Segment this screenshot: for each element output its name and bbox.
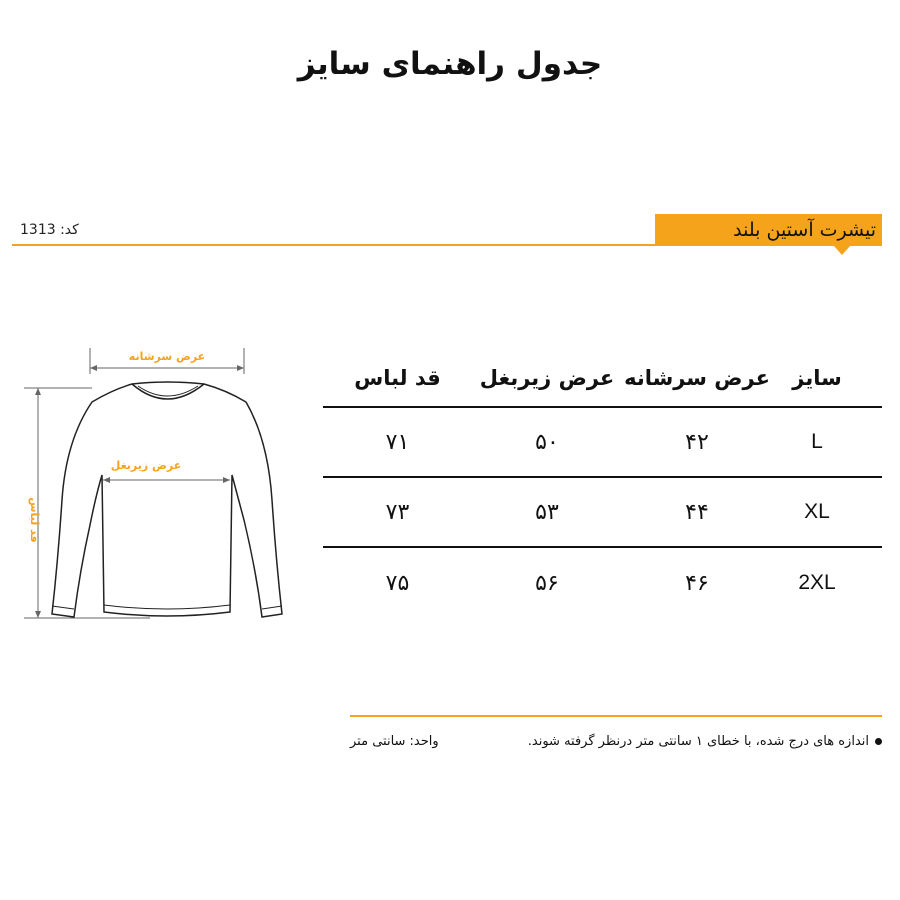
cell-size: L (811, 430, 823, 453)
footer-note (350, 734, 882, 749)
cell-shoulder: ۴۲ (685, 429, 709, 455)
shirt-diagram (0, 330, 310, 630)
header-chest: عرض زیربغل (479, 366, 615, 390)
tab-notch (834, 246, 850, 255)
shoulder-label: عرض سرشانه (128, 350, 206, 363)
tolerance-text: اندازه های درج شده، با خطای ۱ سانتی متر درنظر گرفته شوند. (527, 734, 869, 749)
long-sleeve-shirt-icon (0, 330, 310, 630)
header-divider (12, 244, 657, 246)
cell-chest: ۵۶ (535, 570, 559, 596)
cell-length: ۷۵ (385, 570, 410, 596)
cell-chest: ۵۰ (535, 429, 559, 455)
header-shoulder: عرض سرشانه (624, 366, 770, 390)
size-table (323, 350, 882, 618)
cell-chest: ۵۳ (535, 499, 559, 525)
length-label: قد لباس (28, 497, 41, 543)
product-code (20, 222, 200, 238)
cell-size: 2XL (798, 571, 836, 594)
table-row (323, 408, 882, 478)
cell-length: ۷۳ (385, 499, 410, 525)
product-code-label: کد: (60, 222, 79, 238)
cell-shoulder: ۴۴ (685, 499, 709, 525)
cell-length: ۷۱ (385, 429, 410, 455)
table-header-row (323, 350, 882, 408)
footer-divider (350, 715, 882, 717)
page-title: جدول راهنمای سایز (297, 46, 603, 82)
product-code-value: 1313 (20, 222, 56, 238)
product-name: تیشرت آستین بلند (733, 219, 876, 241)
tolerance-note (528, 734, 882, 749)
cell-shoulder: ۴۶ (685, 570, 709, 596)
header-size: سایز (792, 366, 842, 390)
table-row (323, 478, 882, 548)
header-length: قد لباس (354, 366, 441, 390)
bullet-icon (875, 738, 882, 745)
unit-note: واحد: سانتی متر (350, 734, 439, 749)
table-row (323, 548, 882, 618)
chest-label: عرض زیربغل (110, 459, 182, 472)
cell-size: XL (804, 500, 830, 523)
